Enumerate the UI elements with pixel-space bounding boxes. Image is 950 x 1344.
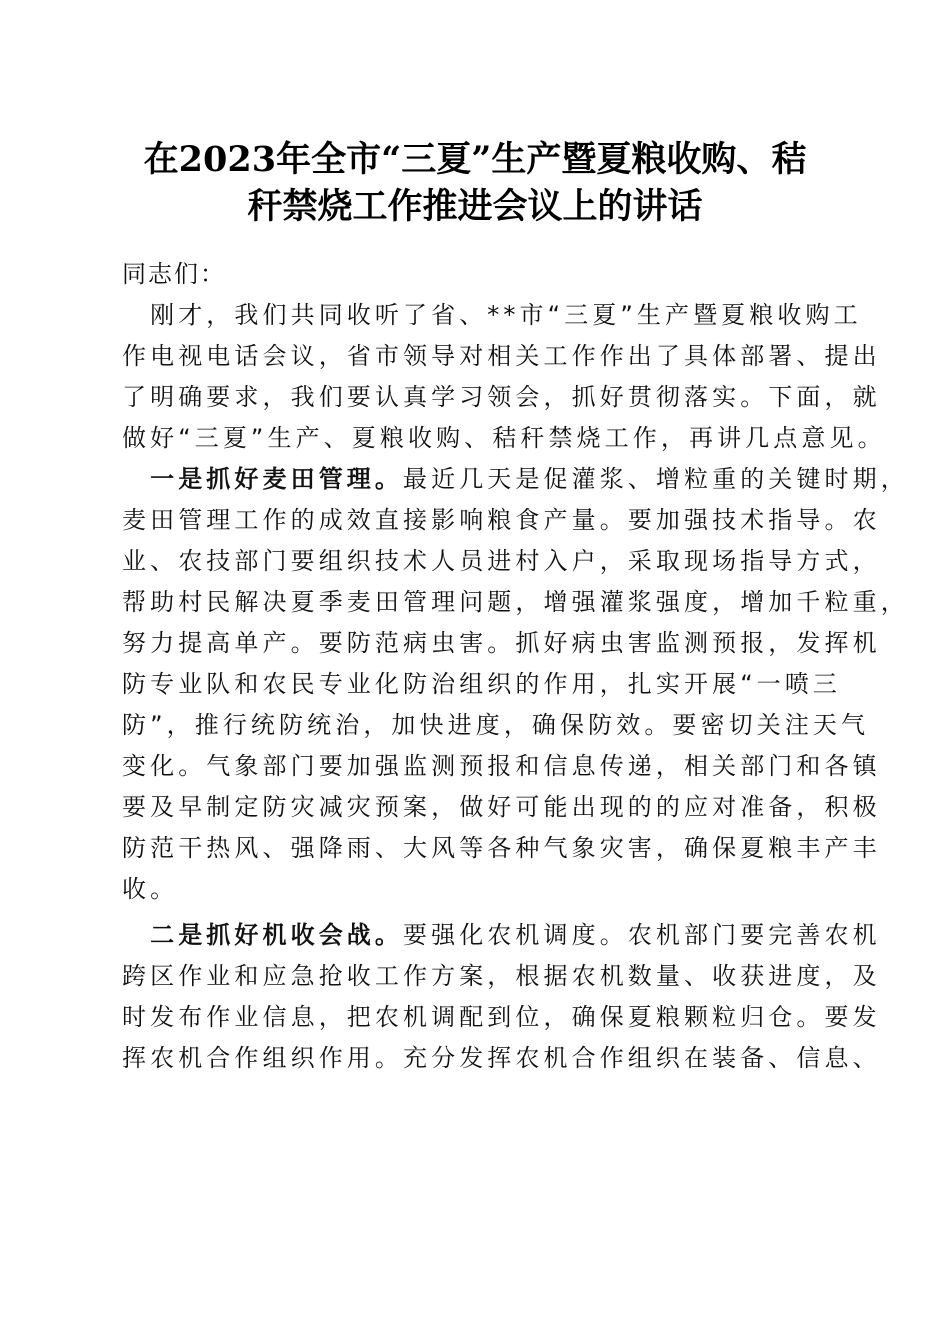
paragraph-line: 变化。气象部门要加强监测预报和信息传递，相关部门和各镇 [122,752,881,780]
section-heading: 一是抓好麦田管理。 [122,465,403,493]
paragraph-line: 防范干热风、强降雨、大风等各种气象灾害，确保夏粮丰产丰 [122,834,881,862]
paragraph-line: 防”，推行统防统治，加快进度，确保防效。要密切关注天气 [122,711,870,739]
paragraph-line: 跨区作业和应急抢收工作方案，根据农机数量、收获进度，及 [122,962,881,990]
paragraph-line: 刚才，我们共同收听了省、**市“三夏”生产暨夏粮收购工 [122,301,862,329]
paragraph-line: 要及早制定防灾减灾预案，做好可能出现的的应对准备，积极 [122,793,881,821]
paragraph-line: 时发布作业信息，把农机调配到位，确保夏粮颗粒归仓。要发 [122,1003,881,1031]
paragraph-line: 防专业队和农民专业化防治组织的作用，扎实开展“一喷三 [122,670,842,698]
paragraph-machine-harvest [122,915,881,1079]
paragraph-first-line [122,459,909,500]
section-heading: 二是抓好机收会战。 [122,921,403,949]
paragraph-line: 麦田管理工作的成效直接影响粮食产量。要加强技术指导。农 [122,506,881,534]
document-body [122,254,909,1079]
paragraph-line: 收。 [122,875,179,903]
paragraph-text: 最近几天是促灌浆、增粒重的关键时期， [403,465,909,493]
paragraph-line: 帮助村民解决夏季麦田管理问题，增强灌浆强度，增加千粒重， [122,588,909,616]
paragraph-line: 挥农机合作组织作用。充分发挥农机合作组织在装备、信息、 [122,1044,881,1072]
title-line-1: 在2023年全市“三夏”生产暨夏粮收购、秸 [143,139,807,180]
paragraph-line: 努力提高单产。要防范病虫害。抓好病虫害监测预报，发挥机 [122,629,881,657]
greeting: 同志们： [122,260,226,288]
paragraph-text: 要强化农机调度。农机部门要完善农机 [403,921,881,949]
paragraph-first-line [122,915,881,956]
paragraph-line: 作电视电话会议，省市领导对相关工作作出了具体部署、提出 [122,342,881,370]
paragraph-line: 业、农技部门要组织技术人员进村入户，采取现场指导方式， [122,547,881,575]
document-title [100,136,850,230]
paragraph-wheat-field-management [122,459,909,910]
paragraph-line: 做好“三夏”生产、夏粮收购、秸秆禁烧工作，再讲几点意见。 [122,424,886,452]
title-line-2: 秆禁烧工作推进会议上的讲话 [247,186,703,227]
paragraph-line: 了明确要求，我们要认真学习领会，抓好贯彻落实。下面，就 [122,383,881,411]
paragraph-intro [122,295,886,459]
